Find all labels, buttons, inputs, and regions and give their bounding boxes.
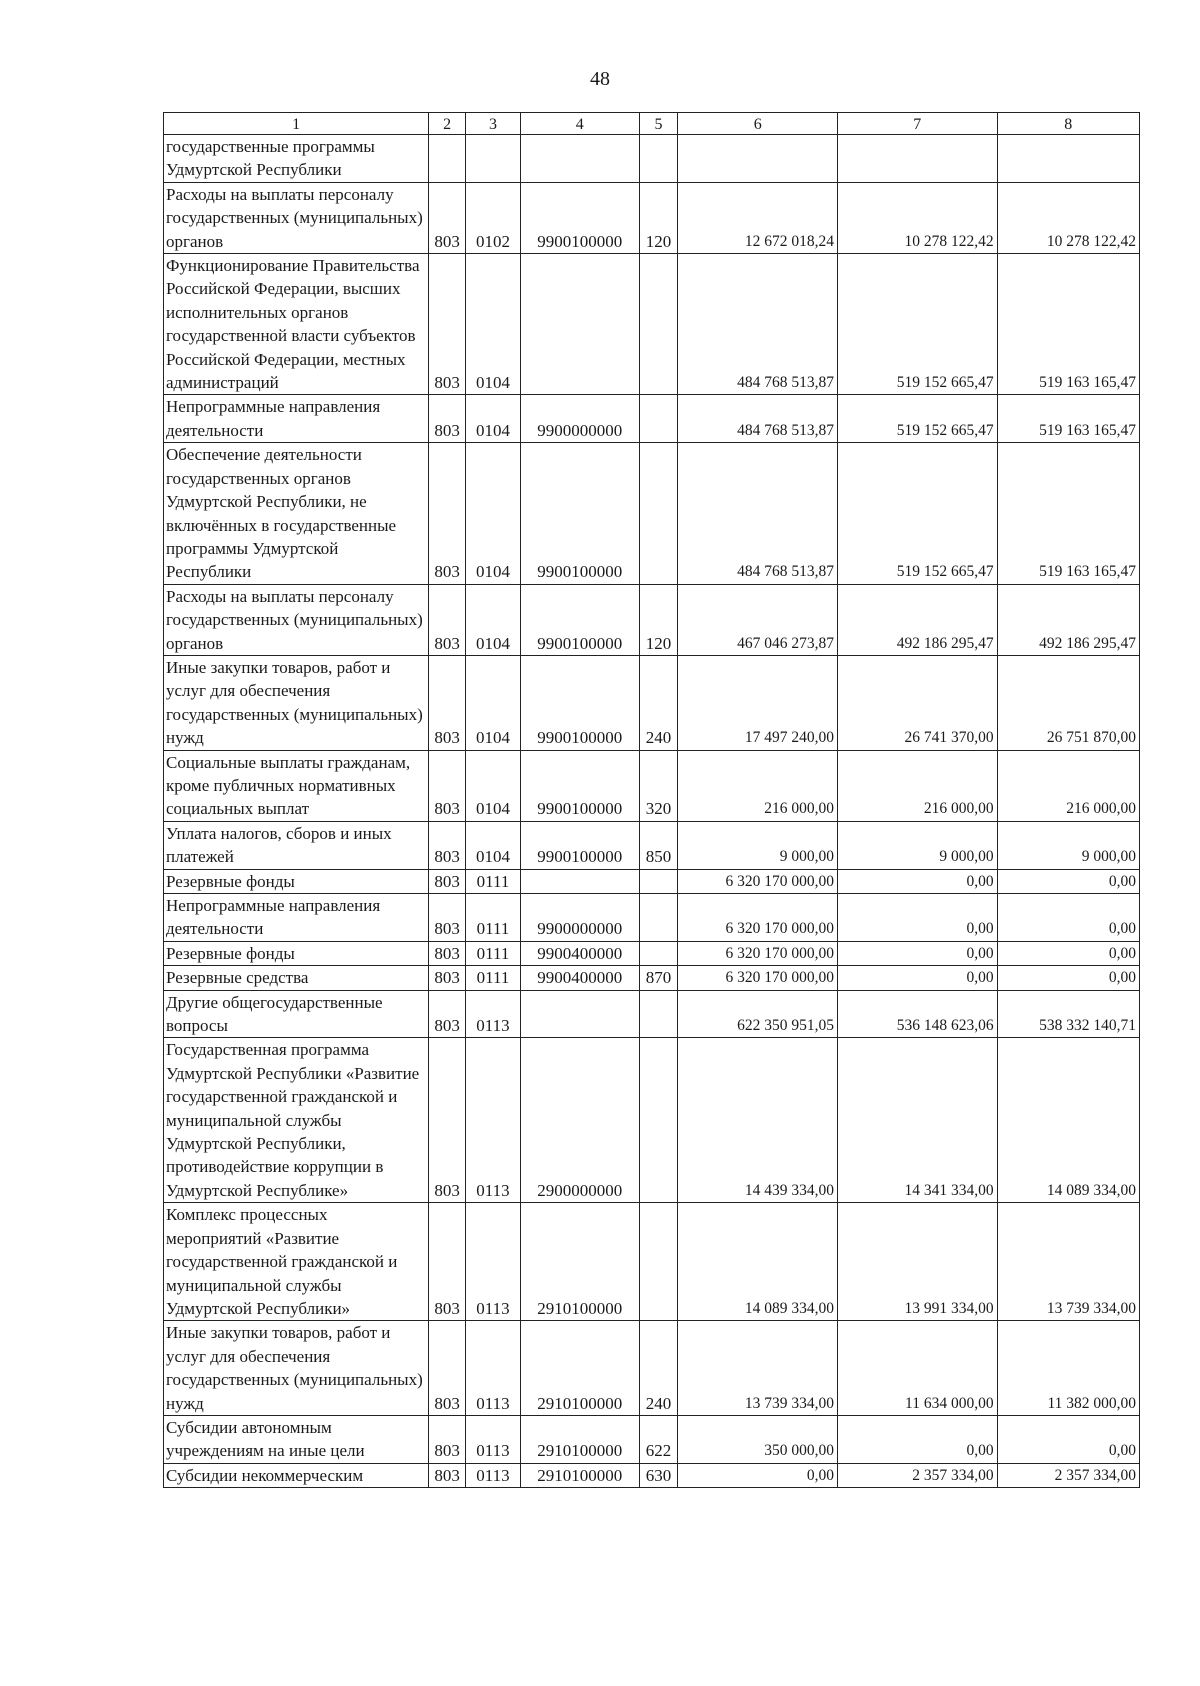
section-code-cell: 0111 — [465, 869, 520, 893]
table-row — [164, 894, 1140, 942]
amount-col6-cell: 484 768 513,87 — [678, 443, 838, 584]
table-row — [164, 1463, 1140, 1487]
target-article-cell: 9900100000 — [520, 655, 639, 750]
expense-type-cell: 240 — [639, 655, 678, 750]
amount-col7-cell: 11 634 000,00 — [838, 1321, 998, 1416]
amount-col8-cell: 519 163 165,47 — [997, 395, 1139, 443]
amount-col7-cell: 519 152 665,47 — [838, 443, 998, 584]
expense-name-cell: Расходы на выплаты персоналу государственных (муниципальных) органов — [164, 584, 429, 655]
ministry-code-cell: 803 — [429, 894, 466, 942]
amount-col7-cell: 10 278 122,42 — [838, 182, 998, 253]
ministry-code-cell: 803 — [429, 1203, 466, 1321]
target-article-cell: 2910100000 — [520, 1463, 639, 1487]
ministry-code-cell: 803 — [429, 1415, 466, 1463]
amount-col7-cell: 13 991 334,00 — [838, 1203, 998, 1321]
expense-type-cell: 320 — [639, 750, 678, 821]
expense-name-cell: Обеспечение деятельности государственных органов Удмуртской Республики, не включённых в государственные программы Удмуртской Республики — [164, 443, 429, 584]
expense-name-cell: Резервные средства — [164, 966, 429, 990]
expense-name-cell: Расходы на выплаты персоналу государственных (муниципальных) органов — [164, 182, 429, 253]
table-row — [164, 750, 1140, 821]
column-header: 7 — [838, 113, 998, 135]
table-row — [164, 990, 1140, 1038]
amount-col6-cell: 17 497 240,00 — [678, 655, 838, 750]
expense-type-cell — [639, 990, 678, 1038]
target-article-cell: 9900400000 — [520, 941, 639, 965]
expense-type-cell — [639, 135, 678, 183]
ministry-code-cell: 803 — [429, 254, 466, 395]
column-header: 5 — [639, 113, 678, 135]
table-row — [164, 254, 1140, 395]
expense-name-cell: Функционирование Правительства Российской Федерации, высших исполнительных органов государственной власти субъектов Российской Федерации, местных администраций — [164, 254, 429, 395]
ministry-code-cell: 803 — [429, 182, 466, 253]
table-row — [164, 135, 1140, 183]
column-header: 8 — [997, 113, 1139, 135]
target-article-cell: 2900000000 — [520, 1038, 639, 1203]
section-code-cell: 0102 — [465, 182, 520, 253]
target-article-cell: 9900000000 — [520, 894, 639, 942]
amount-col8-cell: 492 186 295,47 — [997, 584, 1139, 655]
target-article-cell — [520, 254, 639, 395]
section-code-cell: 0111 — [465, 941, 520, 965]
ministry-code-cell: 803 — [429, 750, 466, 821]
column-header: 2 — [429, 113, 466, 135]
amount-col7-cell: 0,00 — [838, 894, 998, 942]
amount-col8-cell: 9 000,00 — [997, 821, 1139, 869]
amount-col8-cell — [997, 135, 1139, 183]
section-code-cell: 0113 — [465, 1463, 520, 1487]
amount-col6-cell: 6 320 170 000,00 — [678, 966, 838, 990]
target-article-cell: 9900100000 — [520, 750, 639, 821]
section-code-cell: 0113 — [465, 1321, 520, 1416]
header-row — [164, 113, 1140, 135]
section-code-cell: 0113 — [465, 1415, 520, 1463]
amount-col7-cell: 0,00 — [838, 941, 998, 965]
section-code-cell: 0104 — [465, 821, 520, 869]
amount-col6-cell: 9 000,00 — [678, 821, 838, 869]
amount-col6-cell: 622 350 951,05 — [678, 990, 838, 1038]
section-code-cell: 0111 — [465, 894, 520, 942]
amount-col6-cell: 350 000,00 — [678, 1415, 838, 1463]
section-code-cell: 0113 — [465, 1203, 520, 1321]
amount-col6-cell: 484 768 513,87 — [678, 254, 838, 395]
target-article-cell: 9900100000 — [520, 182, 639, 253]
expense-type-cell — [639, 869, 678, 893]
target-article-cell: 9900100000 — [520, 821, 639, 869]
ministry-code-cell: 803 — [429, 990, 466, 1038]
page-number: 48 — [590, 68, 610, 90]
section-code-cell: 0104 — [465, 254, 520, 395]
amount-col7-cell: 9 000,00 — [838, 821, 998, 869]
ministry-code-cell: 803 — [429, 395, 466, 443]
amount-col6-cell: 6 320 170 000,00 — [678, 941, 838, 965]
expense-type-cell: 850 — [639, 821, 678, 869]
amount-col6-cell: 0,00 — [678, 1463, 838, 1487]
amount-col8-cell: 538 332 140,71 — [997, 990, 1139, 1038]
target-article-cell — [520, 869, 639, 893]
amount-col7-cell: 519 152 665,47 — [838, 254, 998, 395]
table-row — [164, 655, 1140, 750]
section-code-cell: 0104 — [465, 750, 520, 821]
column-header: 1 — [164, 113, 429, 135]
amount-col7-cell: 216 000,00 — [838, 750, 998, 821]
amount-col7-cell: 0,00 — [838, 1415, 998, 1463]
expense-name-cell: Иные закупки товаров, работ и услуг для обеспечения государственных (муниципальных) нужд — [164, 655, 429, 750]
amount-col8-cell: 14 089 334,00 — [997, 1038, 1139, 1203]
table-row — [164, 1321, 1140, 1416]
expense-type-cell — [639, 395, 678, 443]
section-code-cell: 0104 — [465, 655, 520, 750]
column-header: 4 — [520, 113, 639, 135]
column-header: 6 — [678, 113, 838, 135]
ministry-code-cell: 803 — [429, 1321, 466, 1416]
table-row — [164, 1038, 1140, 1203]
expense-type-cell: 120 — [639, 182, 678, 253]
ministry-code-cell: 803 — [429, 1038, 466, 1203]
section-code-cell: 0104 — [465, 584, 520, 655]
section-code-cell: 0111 — [465, 966, 520, 990]
amount-col7-cell: 26 741 370,00 — [838, 655, 998, 750]
amount-col6-cell: 13 739 334,00 — [678, 1321, 838, 1416]
amount-col6-cell: 14 089 334,00 — [678, 1203, 838, 1321]
target-article-cell: 2910100000 — [520, 1203, 639, 1321]
section-code-cell — [465, 135, 520, 183]
expense-name-cell: Социальные выплаты гражданам, кроме публичных нормативных социальных выплат — [164, 750, 429, 821]
amount-col8-cell: 10 278 122,42 — [997, 182, 1139, 253]
table-row — [164, 869, 1140, 893]
expense-type-cell — [639, 1038, 678, 1203]
amount-col7-cell: 492 186 295,47 — [838, 584, 998, 655]
target-article-cell — [520, 990, 639, 1038]
expense-type-cell — [639, 894, 678, 942]
ministry-code-cell: 803 — [429, 443, 466, 584]
amount-col8-cell: 26 751 870,00 — [997, 655, 1139, 750]
expense-type-cell: 630 — [639, 1463, 678, 1487]
section-code-cell: 0104 — [465, 395, 520, 443]
amount-col8-cell: 13 739 334,00 — [997, 1203, 1139, 1321]
expense-type-cell: 622 — [639, 1415, 678, 1463]
amount-col8-cell: 519 163 165,47 — [997, 254, 1139, 395]
expense-type-cell — [639, 254, 678, 395]
target-article-cell: 2910100000 — [520, 1321, 639, 1416]
expense-name-cell: Государственная программа Удмуртской Республики «Развитие государственной гражданской и муниципальной службы Удмуртской Республики, противодействие коррупции в Удмуртской Республике» — [164, 1038, 429, 1203]
table-row — [164, 443, 1140, 584]
amount-col6-cell: 467 046 273,87 — [678, 584, 838, 655]
expense-type-cell — [639, 1203, 678, 1321]
expense-name-cell: Резервные фонды — [164, 869, 429, 893]
table-row — [164, 966, 1140, 990]
amount-col7-cell: 536 148 623,06 — [838, 990, 998, 1038]
expense-name-cell: государственные программы Удмуртской Республики — [164, 135, 429, 183]
amount-col6-cell: 484 768 513,87 — [678, 395, 838, 443]
expense-name-cell: Резервные фонды — [164, 941, 429, 965]
amount-col6-cell — [678, 135, 838, 183]
amount-col8-cell: 11 382 000,00 — [997, 1321, 1139, 1416]
amount-col7-cell: 14 341 334,00 — [838, 1038, 998, 1203]
amount-col7-cell: 0,00 — [838, 966, 998, 990]
expense-name-cell: Непрограммные направления деятельности — [164, 894, 429, 942]
amount-col7-cell: 2 357 334,00 — [838, 1463, 998, 1487]
amount-col8-cell: 2 357 334,00 — [997, 1463, 1139, 1487]
ministry-code-cell: 803 — [429, 966, 466, 990]
section-code-cell: 0113 — [465, 990, 520, 1038]
target-article-cell: 2910100000 — [520, 1415, 639, 1463]
amount-col8-cell: 0,00 — [997, 941, 1139, 965]
ministry-code-cell — [429, 135, 466, 183]
expense-type-cell: 870 — [639, 966, 678, 990]
expense-name-cell: Уплата налогов, сборов и иных платежей — [164, 821, 429, 869]
amount-col6-cell: 216 000,00 — [678, 750, 838, 821]
expense-name-cell: Иные закупки товаров, работ и услуг для обеспечения государственных (муниципальных) нужд — [164, 1321, 429, 1416]
table-row — [164, 182, 1140, 253]
ministry-code-cell: 803 — [429, 821, 466, 869]
expense-name-cell: Субсидии автономным учреждениям на иные цели — [164, 1415, 429, 1463]
table-row — [164, 584, 1140, 655]
section-code-cell: 0104 — [465, 443, 520, 584]
target-article-cell — [520, 135, 639, 183]
table-row — [164, 941, 1140, 965]
target-article-cell: 9900100000 — [520, 584, 639, 655]
target-article-cell: 9900000000 — [520, 395, 639, 443]
amount-col8-cell: 0,00 — [997, 1415, 1139, 1463]
amount-col6-cell: 14 439 334,00 — [678, 1038, 838, 1203]
expense-name-cell: Комплекс процессных мероприятий «Развитие государственной гражданской и муниципальной службы Удмуртской Республики» — [164, 1203, 429, 1321]
amount-col8-cell: 519 163 165,47 — [997, 443, 1139, 584]
expense-type-cell: 240 — [639, 1321, 678, 1416]
amount-col7-cell: 519 152 665,47 — [838, 395, 998, 443]
table-row — [164, 395, 1140, 443]
expense-type-cell: 120 — [639, 584, 678, 655]
ministry-code-cell: 803 — [429, 655, 466, 750]
budget-table — [163, 112, 1140, 1488]
ministry-code-cell: 803 — [429, 941, 466, 965]
ministry-code-cell: 803 — [429, 1463, 466, 1487]
amount-col7-cell: 0,00 — [838, 869, 998, 893]
amount-col6-cell: 6 320 170 000,00 — [678, 894, 838, 942]
section-code-cell: 0113 — [465, 1038, 520, 1203]
ministry-code-cell: 803 — [429, 584, 466, 655]
amount-col8-cell: 216 000,00 — [997, 750, 1139, 821]
expense-type-cell — [639, 443, 678, 584]
amount-col6-cell: 6 320 170 000,00 — [678, 869, 838, 893]
table-row — [164, 1415, 1140, 1463]
amount-col6-cell: 12 672 018,24 — [678, 182, 838, 253]
table-row — [164, 1203, 1140, 1321]
target-article-cell: 9900100000 — [520, 443, 639, 584]
target-article-cell: 9900400000 — [520, 966, 639, 990]
expense-type-cell — [639, 941, 678, 965]
amount-col8-cell: 0,00 — [997, 966, 1139, 990]
expense-name-cell: Субсидии некоммерческим — [164, 1463, 429, 1487]
amount-col7-cell — [838, 135, 998, 183]
ministry-code-cell: 803 — [429, 869, 466, 893]
amount-col8-cell: 0,00 — [997, 894, 1139, 942]
column-header: 3 — [465, 113, 520, 135]
expense-name-cell: Другие общегосударственные вопросы — [164, 990, 429, 1038]
expense-name-cell: Непрограммные направления деятельности — [164, 395, 429, 443]
table-row — [164, 821, 1140, 869]
amount-col8-cell: 0,00 — [997, 869, 1139, 893]
